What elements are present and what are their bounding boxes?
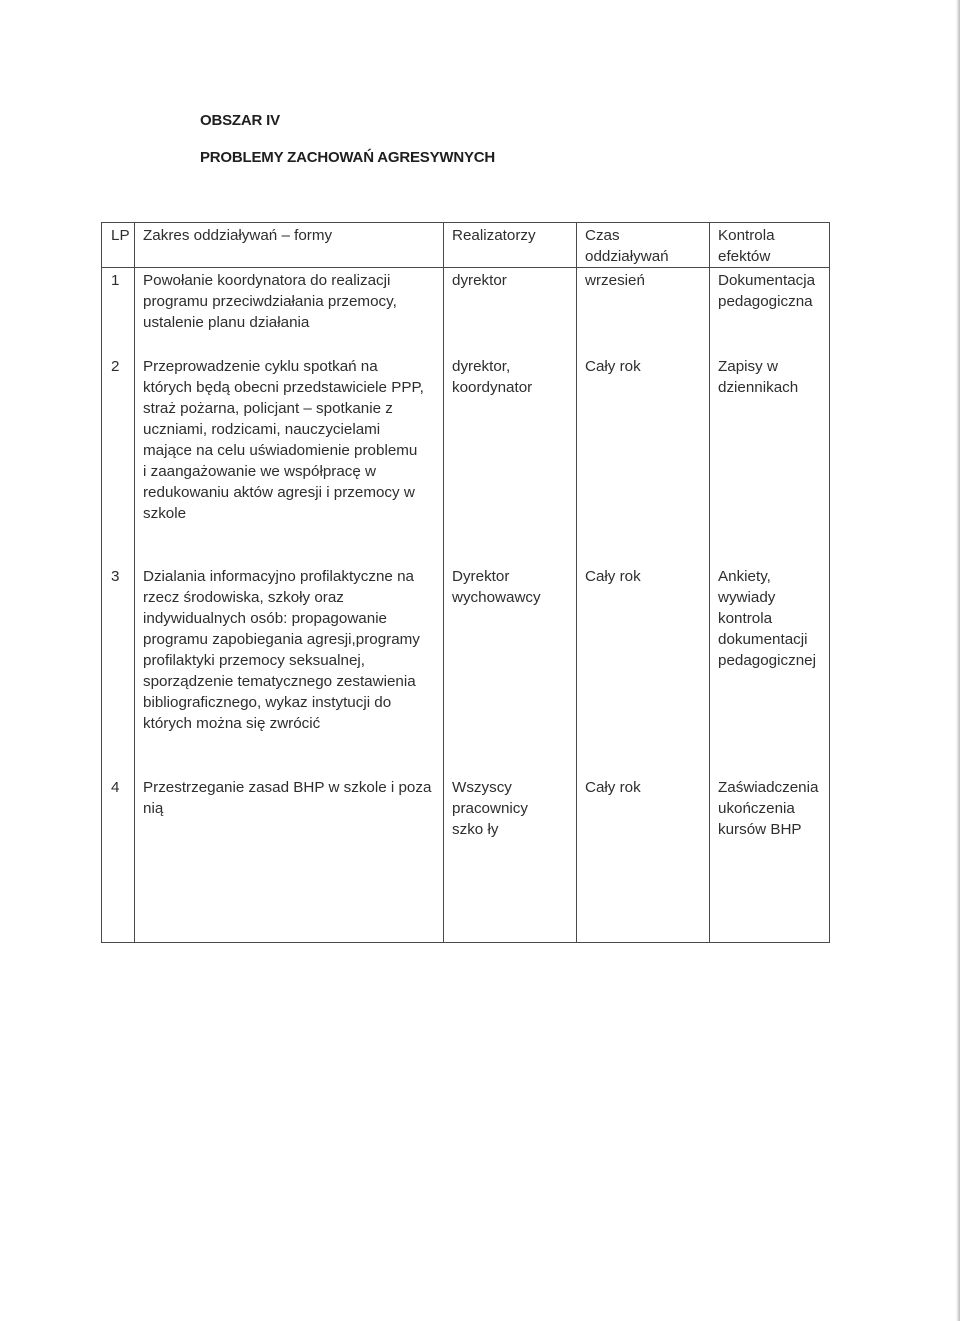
- header-lp: LP: [102, 223, 135, 268]
- row-scope: Przeprowadzenie cyklu spotkań na których będą obecni przedstawiciele PPP, straż pożarna, policjant – spotkanie z uczniami, rodzicami, nauczycielami mające na celu uświadomienie problemu i zaangażowanie we współpracę w redukowaniu aktów agresji i przemocy w szkole: [135, 354, 444, 564]
- row-implementers: Dyrektor wychowawcy: [444, 564, 577, 775]
- row-control: Dokumentacja pedagogiczna: [710, 268, 830, 354]
- row-lp: 1: [102, 268, 135, 354]
- area-heading: OBSZAR IV: [200, 112, 280, 129]
- header-control: Kontrola efektów: [710, 223, 830, 268]
- header-implementers: Realizatorzy: [444, 223, 577, 268]
- actions-table: [101, 222, 830, 943]
- row-scope: Dzialania informacyjno profilaktyczne na rzecz środowiska, szkoły oraz indywidualnych osób: propagowanie programu zapobiegania agresji,programy profilaktyki przemocy seksualnej, sporządzenie tematycznego zestawienia bibliograficznego, wykaz instytucji do których można się zwrócić: [135, 564, 444, 775]
- row-control: Zapisy w dziennikach: [710, 354, 830, 564]
- row-scope: Przestrzeganie zasad BHP w szkole i poza nią: [135, 775, 444, 943]
- row-time: wrzesień: [577, 268, 710, 354]
- table-row: [102, 354, 830, 564]
- scan-edge-shadow: [956, 0, 960, 1321]
- row-lp: 3: [102, 564, 135, 775]
- row-scope: Powołanie koordynatora do realizacji programu przeciwdziałania przemocy, ustalenie planu działania: [135, 268, 444, 354]
- row-time: Cały rok: [577, 564, 710, 775]
- row-implementers: Wszyscy pracownicy szko ły: [444, 775, 577, 943]
- row-implementers: dyrektor, koordynator: [444, 354, 577, 564]
- table-row: [102, 268, 830, 354]
- table-row: [102, 564, 830, 775]
- header-time: Czas oddziaływań: [577, 223, 710, 268]
- row-lp: 2: [102, 354, 135, 564]
- row-implementers: dyrektor: [444, 268, 577, 354]
- row-time: Cały rok: [577, 354, 710, 564]
- row-control: Ankiety, wywiady kontrola dokumentacji pedagogicznej: [710, 564, 830, 775]
- section-title: PROBLEMY ZACHOWAŃ AGRESYWNYCH: [200, 149, 496, 166]
- row-time: Cały rok: [577, 775, 710, 943]
- header-scope: Zakres oddziaływań – formy: [135, 223, 444, 268]
- row-lp: 4: [102, 775, 135, 943]
- row-control: Zaświadczenia ukończenia kursów BHP: [710, 775, 830, 943]
- table-header-row: [102, 223, 830, 268]
- table-row: [102, 775, 830, 943]
